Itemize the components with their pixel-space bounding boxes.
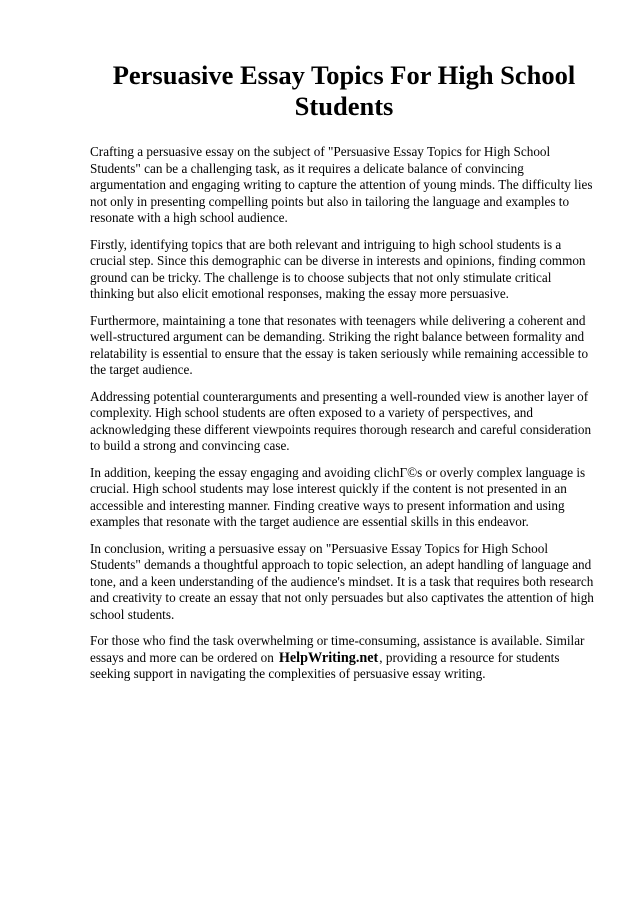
document-page — [90, 60, 598, 693]
paragraph-topics: Firstly, identifying topics that are both relevant and intriguing to high school students is a crucial step. Since this demographic can be diverse in interests and opinions, finding common ground can be tricky. The challenge is to choose subjects that not only stimulate critical thinking but also elicit emotional responses, making the essay more persuasive. — [90, 236, 586, 301]
closing-text-after: , providing a resource for students seeking support in navigating the complexities of persuasive essay writing. — [90, 649, 560, 681]
paragraph-intro: Crafting a persuasive essay on the subject of "Persuasive Essay Topics for High School Students" can be a challenging task, as it requires a delicate balance of convincing argumentation and engaging writing to capture the attention of young minds. The difficulty lies not only in presenting compelling points but also in tailoring the language and examples to resonate with a high school audience. — [90, 144, 593, 225]
closing-text-before: For those who find the task overwhelming or time-consuming, assistance is available. Similar essays and more can be ordered on — [90, 633, 585, 665]
paragraph-conclusion: In conclusion, writing a persuasive essay on "Persuasive Essay Topics for High School Students" demands a thoughtful approach to topic selection, an adept handling of language and tone, and a keen understanding of the audience's mindset. It is a task that requires both research and creativity to create an essay that not only persuades but also captivates the attention of high school students. — [90, 540, 594, 622]
paragraph-tone: Furthermore, maintaining a tone that resonates with teenagers while delivering a coherent and well-structured argument can be demanding. Striking the right balance between formality and relatability is essential to ensure that the essay is taken seriously while remaining accessible to the target audience. — [90, 312, 589, 377]
paragraph-counterarguments: Addressing potential counterarguments and presenting a well-rounded view is another layer of complexity. High school students are often exposed to a variety of perspectives, and acknowledging these different viewpoints requires thorough research and careful consideration to build a strong and convincing case. — [90, 388, 592, 453]
paragraph-engagement: In addition, keeping the essay engaging and avoiding clichΓ©s or overly complex language is crucial. High school students may lose interest quickly if the content is not presented in an accessible and interesting manner. Finding creative ways to present information and using examples that resonate with the target audience are essential skills in this endeavor. — [90, 464, 586, 529]
brand-link-helpwriting[interactable]: HelpWriting.net — [278, 649, 379, 666]
paragraph-closing — [90, 633, 598, 683]
document-title: Persuasive Essay Topics For High School Students — [112, 60, 576, 121]
